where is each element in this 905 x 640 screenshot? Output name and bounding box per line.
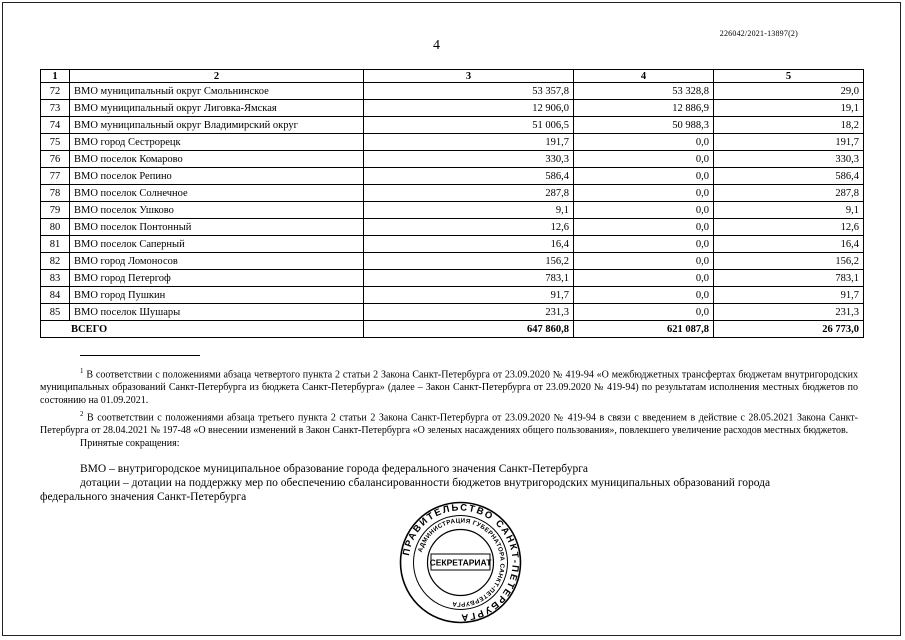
column-header: 5	[714, 70, 864, 83]
col3-value: 156,2	[364, 253, 574, 270]
col3-value: 191,7	[364, 134, 574, 151]
col5-value: 156,2	[714, 253, 864, 270]
col3-value: 53 357,8	[364, 83, 574, 100]
municipality-name: ВМО поселок Саперный	[70, 236, 364, 253]
municipality-name: ВМО поселок Понтонный	[70, 219, 364, 236]
col5-value: 19,1	[714, 100, 864, 117]
column-header: 4	[574, 70, 714, 83]
col5-value: 191,7	[714, 134, 864, 151]
table-row	[41, 83, 864, 100]
col4-value: 0,0	[574, 168, 714, 185]
abbreviation-dotacii: дотации – дотации на поддержку мер по обеспечению сбалансированности бюджетов внутригородских муниципальных образований города федерального значения Санкт-Петербурга	[40, 477, 771, 503]
total-col4: 621 087,8	[574, 321, 714, 338]
total-col5: 26 773,0	[714, 321, 864, 338]
col4-value: 50 988,3	[574, 117, 714, 134]
col3-value: 91,7	[364, 287, 574, 304]
municipality-name: ВМО муниципальный округ Смольнинское	[70, 83, 364, 100]
row-number: 75	[41, 134, 70, 151]
col4-value: 0,0	[574, 151, 714, 168]
row-number: 84	[41, 287, 70, 304]
total-row	[41, 321, 864, 338]
row-number: 83	[41, 270, 70, 287]
total-label: ВСЕГО	[41, 321, 364, 338]
footnote-2-mark: 2	[80, 409, 84, 418]
col4-value: 0,0	[574, 185, 714, 202]
col5-value: 91,7	[714, 287, 864, 304]
table-row	[41, 100, 864, 117]
col5-value: 9,1	[714, 202, 864, 219]
col3-value: 586,4	[364, 168, 574, 185]
municipality-name: ВМО поселок Солнечное	[70, 185, 364, 202]
municipality-name: ВМО поселок Шушары	[70, 304, 364, 321]
col4-value: 0,0	[574, 236, 714, 253]
footnote-1-text: В соответствии с положениями абзаца четвертого пункта 2 статьи 2 Закона Санкт-Петербурга от 23.09.2020 № 419-94 «О межбюджетных трансфертах бюджетам внутригородских муниципальных образований Санкт-Петербурга из бюджета Санкт-Петербурга» (далее – Закон Санкт-Петербурга от 23.09.2020 № 419-94) по результатам исполнения местных бюджетов по состоянию на 01.09.2021.	[40, 369, 859, 406]
col4-value: 0,0	[574, 304, 714, 321]
col4-value: 53 328,8	[574, 83, 714, 100]
table-row	[41, 219, 864, 236]
table-row	[41, 168, 864, 185]
col3-value: 9,1	[364, 202, 574, 219]
col4-value: 12 886,9	[574, 100, 714, 117]
document-id: 226042/2021-13897(2)	[719, 29, 798, 38]
col3-value: 287,8	[364, 185, 574, 202]
col4-value: 0,0	[574, 287, 714, 304]
municipality-name: ВМО поселок Комарово	[70, 151, 364, 168]
municipality-name: ВМО поселок Репино	[70, 168, 364, 185]
col3-value: 783,1	[364, 270, 574, 287]
municipality-name: ВМО муниципальный округ Лиговка-Ямская	[70, 100, 364, 117]
row-number: 81	[41, 236, 70, 253]
col3-value: 330,3	[364, 151, 574, 168]
municipality-name: ВМО город Пушкин	[70, 287, 364, 304]
row-number: 82	[41, 253, 70, 270]
municipality-name: ВМО город Ломоносов	[70, 253, 364, 270]
footnote-2-text: В соответствии с положениями абзаца третьего пункта 2 статьи 2 Закона Санкт-Петербурга от 23.09.2020 № 419-94 в связи с введением в действие с 28.05.2021 Закона Санкт-Петербурга от 28.04.2021 № 197-48 «О внесении изменений в Закон Санкт-Петербурга «О зеленых насаждениях общего пользования», повлекшего увеличение расходов местных бюджетов.	[40, 412, 858, 436]
col5-value: 12,6	[714, 219, 864, 236]
footnote-1	[40, 365, 858, 408]
footnotes	[40, 365, 858, 450]
col3-value: 12,6	[364, 219, 574, 236]
municipality-name: ВМО город Петергоф	[70, 270, 364, 287]
table-row	[41, 202, 864, 219]
seal-stamp-icon	[398, 500, 523, 625]
table-row	[41, 185, 864, 202]
table-row	[41, 236, 864, 253]
row-number: 85	[41, 304, 70, 321]
column-header: 3	[364, 70, 574, 83]
row-number: 78	[41, 185, 70, 202]
col5-value: 29,0	[714, 83, 864, 100]
col5-value: 586,4	[714, 168, 864, 185]
table-row	[41, 304, 864, 321]
page-number: 4	[433, 38, 440, 53]
footnote-1-mark: 1	[80, 367, 84, 375]
col4-value: 0,0	[574, 219, 714, 236]
row-number: 77	[41, 168, 70, 185]
column-header: 1	[41, 70, 70, 83]
col5-value: 231,3	[714, 304, 864, 321]
col3-value: 16,4	[364, 236, 574, 253]
row-number: 74	[41, 117, 70, 134]
row-number: 79	[41, 202, 70, 219]
col4-value: 0,0	[574, 253, 714, 270]
col3-value: 231,3	[364, 304, 574, 321]
col4-value: 0,0	[574, 270, 714, 287]
footnote-2	[40, 408, 858, 438]
table-row	[41, 117, 864, 134]
municipality-name: ВМО город Сестрорецк	[70, 134, 364, 151]
col5-value: 330,3	[714, 151, 864, 168]
col5-value: 287,8	[714, 185, 864, 202]
col5-value: 783,1	[714, 270, 864, 287]
municipality-name: ВМО поселок Ушково	[70, 202, 364, 219]
municipality-name: ВМО муниципальный округ Владимирский округ	[70, 117, 364, 134]
col5-value: 16,4	[714, 236, 864, 253]
table-row	[41, 287, 864, 304]
row-number: 73	[41, 100, 70, 117]
col3-value: 12 906,0	[364, 100, 574, 117]
column-header: 2	[70, 70, 364, 83]
footnote-divider	[80, 355, 200, 356]
table-row	[41, 253, 864, 270]
table-body	[41, 83, 864, 321]
abbreviations-heading: Принятые сокращения:	[80, 437, 180, 449]
row-number: 76	[41, 151, 70, 168]
stamp-inner-text: АДМИНИСТРАЦИЯ ГУБЕРНАТОРА САНКТ-ПЕТЕРБУРГА	[416, 517, 506, 608]
stamp-center-text: СЕКРЕТАРИАТ	[429, 557, 492, 568]
total-col3: 647 860,8	[364, 321, 574, 338]
table-row	[41, 134, 864, 151]
table-row	[41, 270, 864, 287]
stamp-outer-text: ПРАВИТЕЛЬСТВО САНКТ-ПЕТЕРБУРГА	[400, 502, 521, 623]
abbreviations	[40, 462, 800, 504]
row-number: 72	[41, 83, 70, 100]
row-number: 80	[41, 219, 70, 236]
table-row	[41, 151, 864, 168]
col3-value: 51 006,5	[364, 117, 574, 134]
data-table	[40, 69, 864, 338]
table-header-row	[41, 70, 864, 83]
col5-value: 18,2	[714, 117, 864, 134]
col4-value: 0,0	[574, 134, 714, 151]
abbreviation-vmo: ВМО – внутригородское муниципальное образование города федерального значения Санкт-Петербурга	[80, 463, 589, 475]
col4-value: 0,0	[574, 202, 714, 219]
